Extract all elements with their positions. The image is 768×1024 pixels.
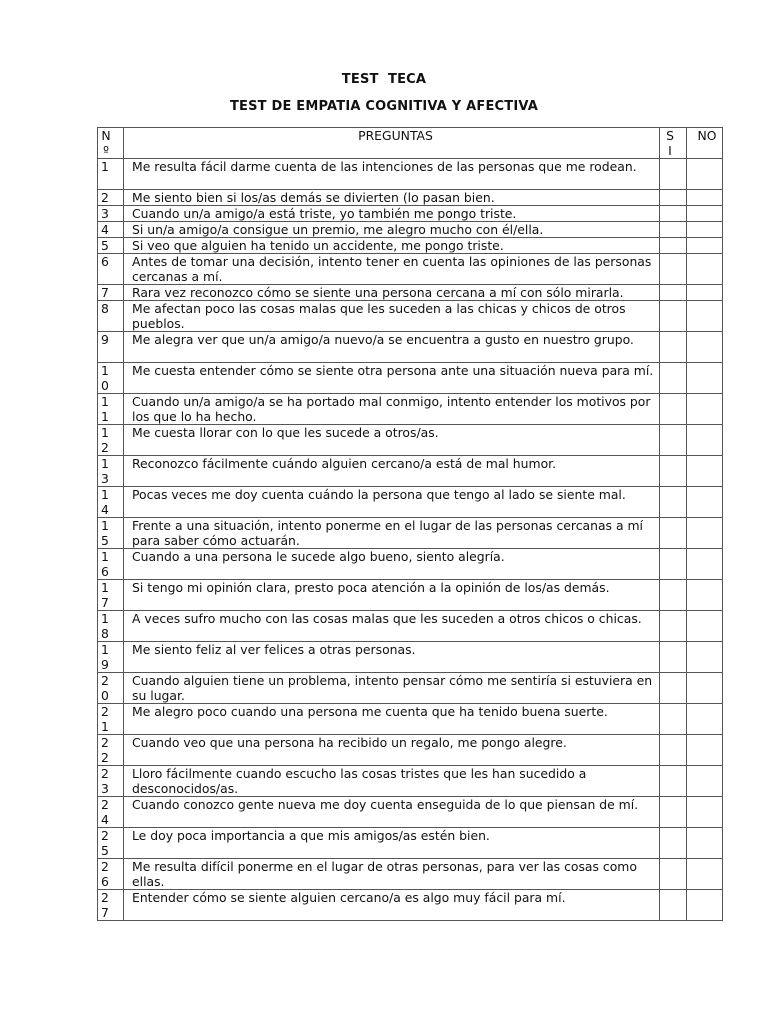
answer-si-cell[interactable] [660,673,687,704]
answer-si-cell[interactable] [660,332,687,363]
table-row [98,549,723,580]
question-number: 4 [98,222,124,238]
question-text: Cuando alguien tiene un problema, intento pensar cómo me sentiría si estuviera en su lugar. [124,673,660,704]
answer-no-cell[interactable] [687,285,723,301]
question-text: A veces sufro mucho con las cosas malas que les suceden a otros chicos o chicas. [124,611,660,642]
question-text: Me cuesta llorar con lo que les sucede a otros/as. [124,425,660,456]
answer-no-cell[interactable] [687,704,723,735]
answer-no-cell[interactable] [687,797,723,828]
answer-si-cell[interactable] [660,704,687,735]
question-number: 5 [98,238,124,254]
answer-no-cell[interactable] [687,828,723,859]
question-number: 15 [98,518,124,549]
question-text: Si veo que alguien ha tenido un accidente, me pongo triste. [124,238,660,254]
answer-no-cell[interactable] [687,159,723,190]
answer-no-cell[interactable] [687,611,723,642]
table-row [98,735,723,766]
question-number: 1 [98,159,124,190]
question-number: 14 [98,487,124,518]
question-number: 20 [98,673,124,704]
table-row [98,766,723,797]
answer-si-cell[interactable] [660,642,687,673]
question-text: Reconozco fácilmente cuándo alguien cercano/a está de mal humor. [124,456,660,487]
table-row [98,828,723,859]
answer-no-cell[interactable] [687,487,723,518]
answer-si-cell[interactable] [660,549,687,580]
answer-si-cell[interactable] [660,487,687,518]
question-text: Frente a una situación, intento ponerme en el lugar de las personas cercanas a mí para saber cómo actuarán. [124,518,660,549]
answer-si-cell[interactable] [660,828,687,859]
answer-no-cell[interactable] [687,890,723,921]
question-text: Me alegra ver que un/a amigo/a nuevo/a se encuentra a gusto en nuestro grupo. [124,332,660,363]
table-row [98,642,723,673]
question-text: Me siento bien si los/as demás se divierten (lo pasan bien. [124,190,660,206]
answer-no-cell[interactable] [687,363,723,394]
answer-si-cell[interactable] [660,238,687,254]
table-row [98,332,723,363]
table-row [98,363,723,394]
question-number: 16 [98,549,124,580]
question-text: Cuando un/a amigo/a está triste, yo también me pongo triste. [124,206,660,222]
table-row [98,890,723,921]
question-number: 10 [98,363,124,394]
question-text: Cuando conozco gente nueva me doy cuenta enseguida de lo que piensan de mí. [124,797,660,828]
table-row [98,394,723,425]
answer-no-cell[interactable] [687,766,723,797]
table-row [98,301,723,332]
question-text: Me resulta difícil ponerme en el lugar de otras personas, para ver las cosas como ellas. [124,859,660,890]
question-number: 11 [98,394,124,425]
table-row [98,859,723,890]
questionnaire-table [97,127,723,921]
table-row [98,487,723,518]
answer-si-cell[interactable] [660,735,687,766]
question-text: Me alegro poco cuando una persona me cuenta que ha tenido buena suerte. [124,704,660,735]
answer-no-cell[interactable] [687,673,723,704]
table-row [98,222,723,238]
question-number: 6 [98,254,124,285]
question-number: 21 [98,704,124,735]
answer-no-cell[interactable] [687,456,723,487]
table-row [98,580,723,611]
question-text: Cuando veo que una persona ha recibido un regalo, me pongo alegre. [124,735,660,766]
question-text: Cuando a una persona le sucede algo bueno, siento alegría. [124,549,660,580]
question-text: Si tengo mi opinión clara, presto poca atención a la opinión de los/as demás. [124,580,660,611]
question-number: 25 [98,828,124,859]
question-number: 23 [98,766,124,797]
answer-si-cell[interactable] [660,363,687,394]
answer-no-cell[interactable] [687,518,723,549]
question-number: 24 [98,797,124,828]
header-no: NO [687,128,723,159]
question-text: Rara vez reconozco cómo se siente una persona cercana a mí con sólo mirarla. [124,285,660,301]
question-number: 22 [98,735,124,766]
answer-si-cell[interactable] [660,456,687,487]
answer-no-cell[interactable] [687,206,723,222]
question-number: 19 [98,642,124,673]
question-number: 7 [98,285,124,301]
header-number: Nº [98,128,124,159]
answer-si-cell[interactable] [660,611,687,642]
table-row [98,673,723,704]
question-text: Si un/a amigo/a consigue un premio, me alegro mucho con él/ella. [124,222,660,238]
document-title: TEST TECA [341,72,427,87]
answer-no-cell[interactable] [687,332,723,363]
answer-no-cell[interactable] [687,735,723,766]
question-number: 26 [98,859,124,890]
table-row [98,206,723,222]
question-number: 17 [98,580,124,611]
answer-no-cell[interactable] [687,549,723,580]
question-number: 12 [98,425,124,456]
answer-no-cell[interactable] [687,238,723,254]
answer-si-cell[interactable] [660,518,687,549]
header-si: SI [660,128,687,159]
answer-si-cell[interactable] [660,797,687,828]
question-text: Lloro fácilmente cuando escucho las cosas tristes que les han sucedido a desconocidos/as. [124,766,660,797]
answer-si-cell[interactable] [660,190,687,206]
question-number: 3 [98,206,124,222]
question-text: Me cuesta entender cómo se siente otra persona ante una situación nueva para mí. [124,363,660,394]
answer-si-cell[interactable] [660,159,687,190]
table-row [98,456,723,487]
question-text: Me afectan poco las cosas malas que les suceden a las chicas y chicos de otros pueblos. [124,301,660,332]
answer-no-cell[interactable] [687,394,723,425]
question-text: Le doy poca importancia a que mis amigos/as estén bien. [124,828,660,859]
table-row [98,159,723,190]
answer-no-cell[interactable] [687,254,723,285]
answer-si-cell[interactable] [660,580,687,611]
answer-si-cell[interactable] [660,206,687,222]
question-text: Me siento feliz al ver felices a otras personas. [124,642,660,673]
answer-si-cell[interactable] [660,425,687,456]
document-subtitle: TEST DE EMPATIA COGNITIVA Y AFECTIVA [229,99,539,114]
table-row [98,797,723,828]
question-text: Me resulta fácil darme cuenta de las intenciones de las personas que me rodean. [124,159,660,190]
question-text: Cuando un/a amigo/a se ha portado mal conmigo, intento entender los motivos por los que lo ha hecho. [124,394,660,425]
question-number: 27 [98,890,124,921]
answer-no-cell[interactable] [687,859,723,890]
question-number: 18 [98,611,124,642]
answer-si-cell[interactable] [660,254,687,285]
answer-si-cell[interactable] [660,285,687,301]
answer-no-cell[interactable] [687,425,723,456]
answer-no-cell[interactable] [687,580,723,611]
question-number: 13 [98,456,124,487]
answer-no-cell[interactable] [687,642,723,673]
question-text: Pocas veces me doy cuenta cuándo la persona que tengo al lado se siente mal. [124,487,660,518]
answer-si-cell[interactable] [660,766,687,797]
table-row [98,190,723,206]
answer-no-cell[interactable] [687,301,723,332]
answer-si-cell[interactable] [660,394,687,425]
question-text: Antes de tomar una decisión, intento tener en cuenta las opiniones de las personas cercanas a mí. [124,254,660,285]
table-row [98,518,723,549]
question-number: 8 [98,301,124,332]
table-row [98,238,723,254]
answer-no-cell[interactable] [687,190,723,206]
answer-si-cell[interactable] [660,222,687,238]
question-text: Entender cómo se siente alguien cercano/a es algo muy fácil para mí. [124,890,660,921]
answer-si-cell[interactable] [660,301,687,332]
table-row [98,254,723,285]
table-row [98,611,723,642]
table-row [98,425,723,456]
answer-si-cell[interactable] [660,859,687,890]
table-header-row [98,128,723,159]
table-row [98,285,723,301]
table-row [98,704,723,735]
answer-no-cell[interactable] [687,222,723,238]
header-preguntas: PREGUNTAS [124,128,660,159]
question-number: 9 [98,332,124,363]
question-number: 2 [98,190,124,206]
answer-si-cell[interactable] [660,890,687,921]
